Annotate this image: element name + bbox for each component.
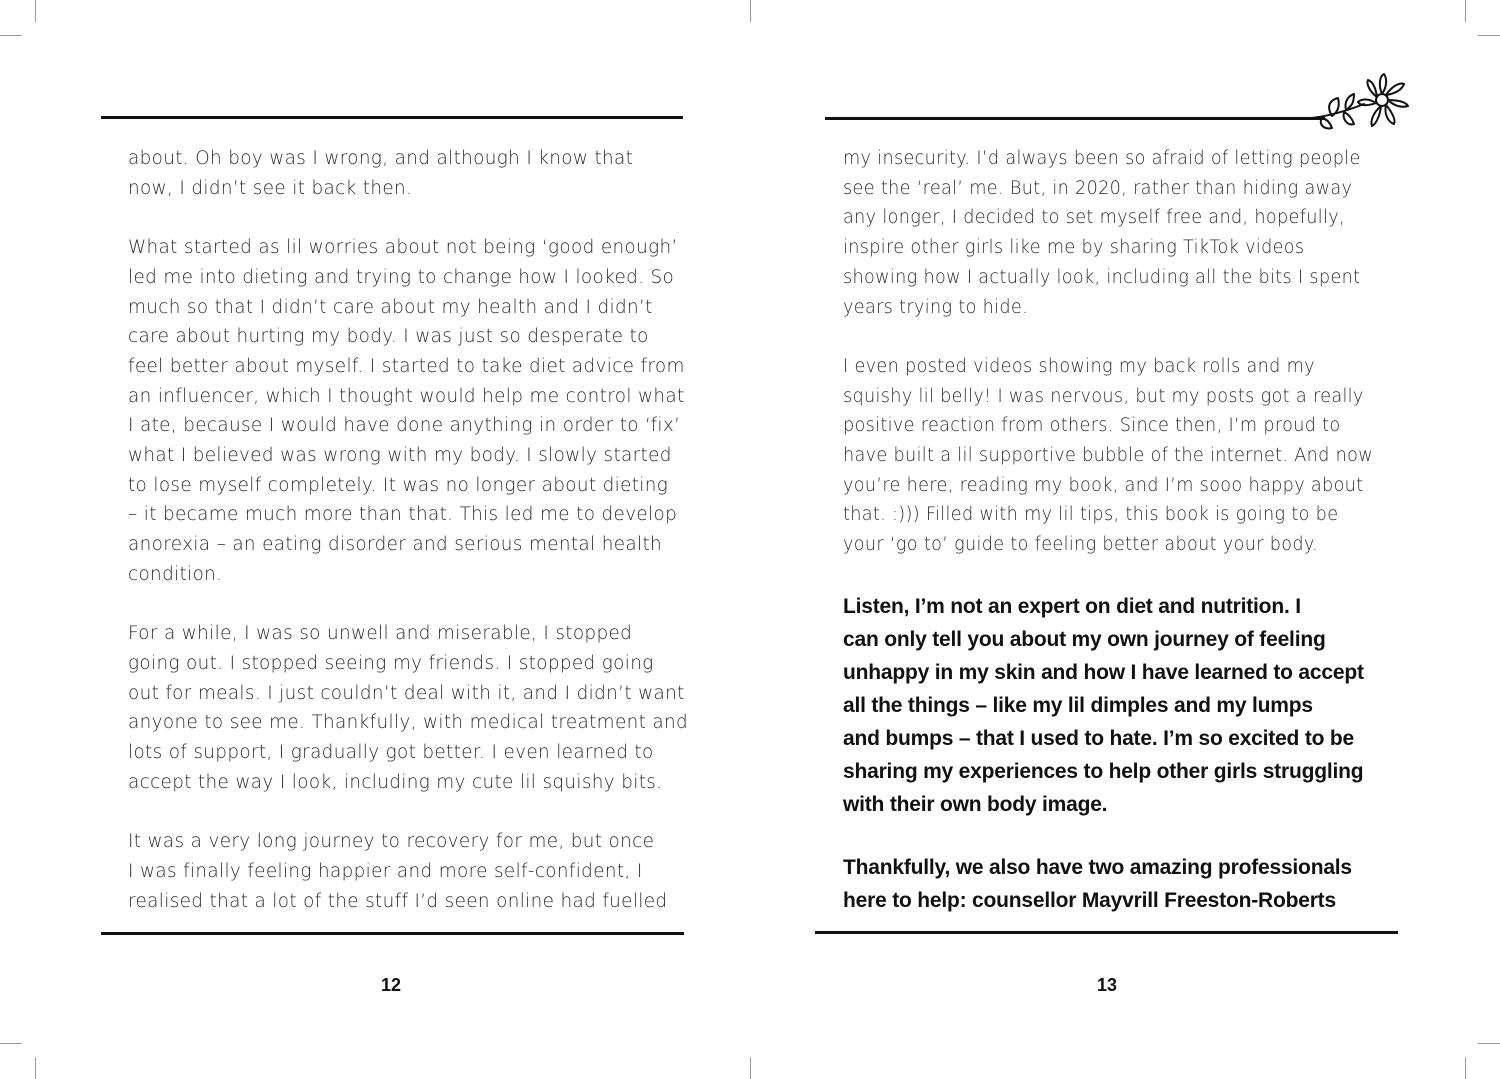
text-line: For a while, I was so unwell and miserable, I stopped — [128, 623, 633, 645]
crop-mark — [35, 1057, 36, 1079]
crop-mark — [0, 35, 22, 36]
text-line: unhappy in my skin and how I have learned to accept — [843, 661, 1364, 684]
right-page-body — [843, 144, 1373, 590]
crop-mark — [1478, 35, 1500, 36]
text-line: here to help: counsellor Mayvrill Freeston-Roberts — [843, 889, 1336, 912]
crop-mark — [750, 1057, 751, 1079]
text-line: my insecurity. I’d always been so afraid of letting people — [843, 148, 1361, 169]
text-line: condition. — [128, 563, 223, 585]
right-bottom-rule — [815, 931, 1398, 934]
text-line: lots of support, I gradually got better. I even learned to — [128, 742, 654, 764]
text-line: all the things – like my lil dimples and my lumps — [843, 694, 1313, 717]
text-line: see the ‘real’ me. But, in 2020, rather than hiding away — [843, 177, 1353, 199]
text-line: about. Oh boy was I wrong, and although I know that — [128, 148, 634, 169]
left-top-rule — [101, 116, 683, 119]
right-top-rule — [825, 117, 1325, 120]
paragraph — [128, 144, 688, 203]
text-line: anyone to see me. Thankfully, with medical treatment and — [128, 712, 689, 734]
text-line: anorexia – an eating disorder and serious mental health — [128, 534, 663, 556]
text-line: – it became much more than that. This led me to develop — [128, 504, 678, 526]
text-line: to lose myself completely. It was no longer about dieting — [128, 474, 669, 496]
text-line: now, I didn’t see it back then. — [128, 177, 413, 199]
daisy-flower-icon — [1308, 72, 1412, 136]
text-line: Thankfully, we also have two amazing professionals — [843, 856, 1352, 879]
text-line: and bumps – that I used to hate. I’m so excited to be — [843, 727, 1354, 750]
paragraph — [843, 352, 1373, 560]
text-line: your ‘go to’ guide to feeling better about your body. — [843, 534, 1319, 556]
text-line: years trying to hide. — [843, 296, 1029, 318]
crop-mark — [1465, 1057, 1466, 1079]
text-line: I even posted videos showing my back rolls and my — [843, 355, 1315, 377]
text-line: accept the way I look, including my cute lil squishy bits. — [128, 771, 663, 793]
paragraph — [128, 233, 688, 589]
text-line: an influencer, which I thought would help me control what — [128, 385, 685, 407]
text-line: sharing my experiences to help other girls struggling — [843, 760, 1364, 783]
text-line: out for meals. I just couldn’t deal with it, and I didn’t want — [128, 682, 685, 704]
paragraph — [128, 619, 688, 797]
text-line: can only tell you about my own journey of feeling — [843, 628, 1326, 651]
left-page-body — [128, 144, 688, 946]
text-line: realised that a lot of the stuff I’d seen online had fuelled — [128, 890, 668, 912]
left-bottom-rule — [101, 932, 684, 935]
text-line: showing how I actually look, including all the bits I spent — [843, 266, 1361, 288]
text-line: with their own body image. — [843, 793, 1108, 816]
text-line: inspire other girls like me by sharing TikTok videos — [843, 237, 1305, 259]
text-line: Listen, I’m not an expert on diet and nutrition. I — [843, 595, 1301, 618]
crop-mark — [750, 0, 751, 22]
text-line: have built a lil supportive bubble of the internet. And now — [843, 445, 1374, 467]
page-number-right: 13 — [1097, 975, 1118, 995]
crop-mark — [35, 0, 36, 22]
text-line: care about hurting my body. I was just so desperate to — [128, 326, 649, 348]
text-line: you’re here, reading my book, and I’m sooo happy about — [843, 474, 1364, 496]
paragraph — [128, 827, 688, 916]
text-line: that. :))) Filled with my lil tips, this book is going to be — [843, 504, 1339, 526]
text-line: I was finally feeling happier and more self-confident, I — [128, 860, 643, 882]
text-line: any longer, I decided to set myself free and, hopefully, — [843, 207, 1345, 229]
right-page-highlight — [843, 590, 1364, 947]
text-line: What started as lil worries about not being ‘good enough’ — [128, 237, 678, 259]
text-line: I ate, because I would have done anything in order to ‘fix’ — [128, 415, 681, 437]
text-line: what I believed was wrong with my body. I slowly started — [128, 445, 672, 467]
text-line: much so that I didn’t care about my health and I didn’t — [128, 296, 653, 318]
crop-mark — [1478, 1043, 1500, 1044]
crop-mark — [0, 1043, 22, 1044]
paragraph — [843, 144, 1373, 322]
bold-paragraph — [843, 590, 1364, 821]
page-number-left: 12 — [381, 975, 402, 995]
crop-mark — [1465, 0, 1466, 22]
text-line: positive reaction from others. Since then, I’m proud to — [843, 415, 1341, 437]
text-line: going out. I stopped seeing my friends. I stopped going — [128, 652, 654, 674]
text-line: It was a very long journey to recovery for me, but once — [128, 831, 655, 853]
bold-paragraph — [843, 851, 1364, 917]
text-line: feel better about myself. I started to take diet advice from — [128, 355, 685, 377]
text-line: led me into dieting and trying to change how I looked. So — [128, 266, 675, 288]
text-line: squishy lil belly! I was nervous, but my posts got a really — [843, 385, 1364, 407]
